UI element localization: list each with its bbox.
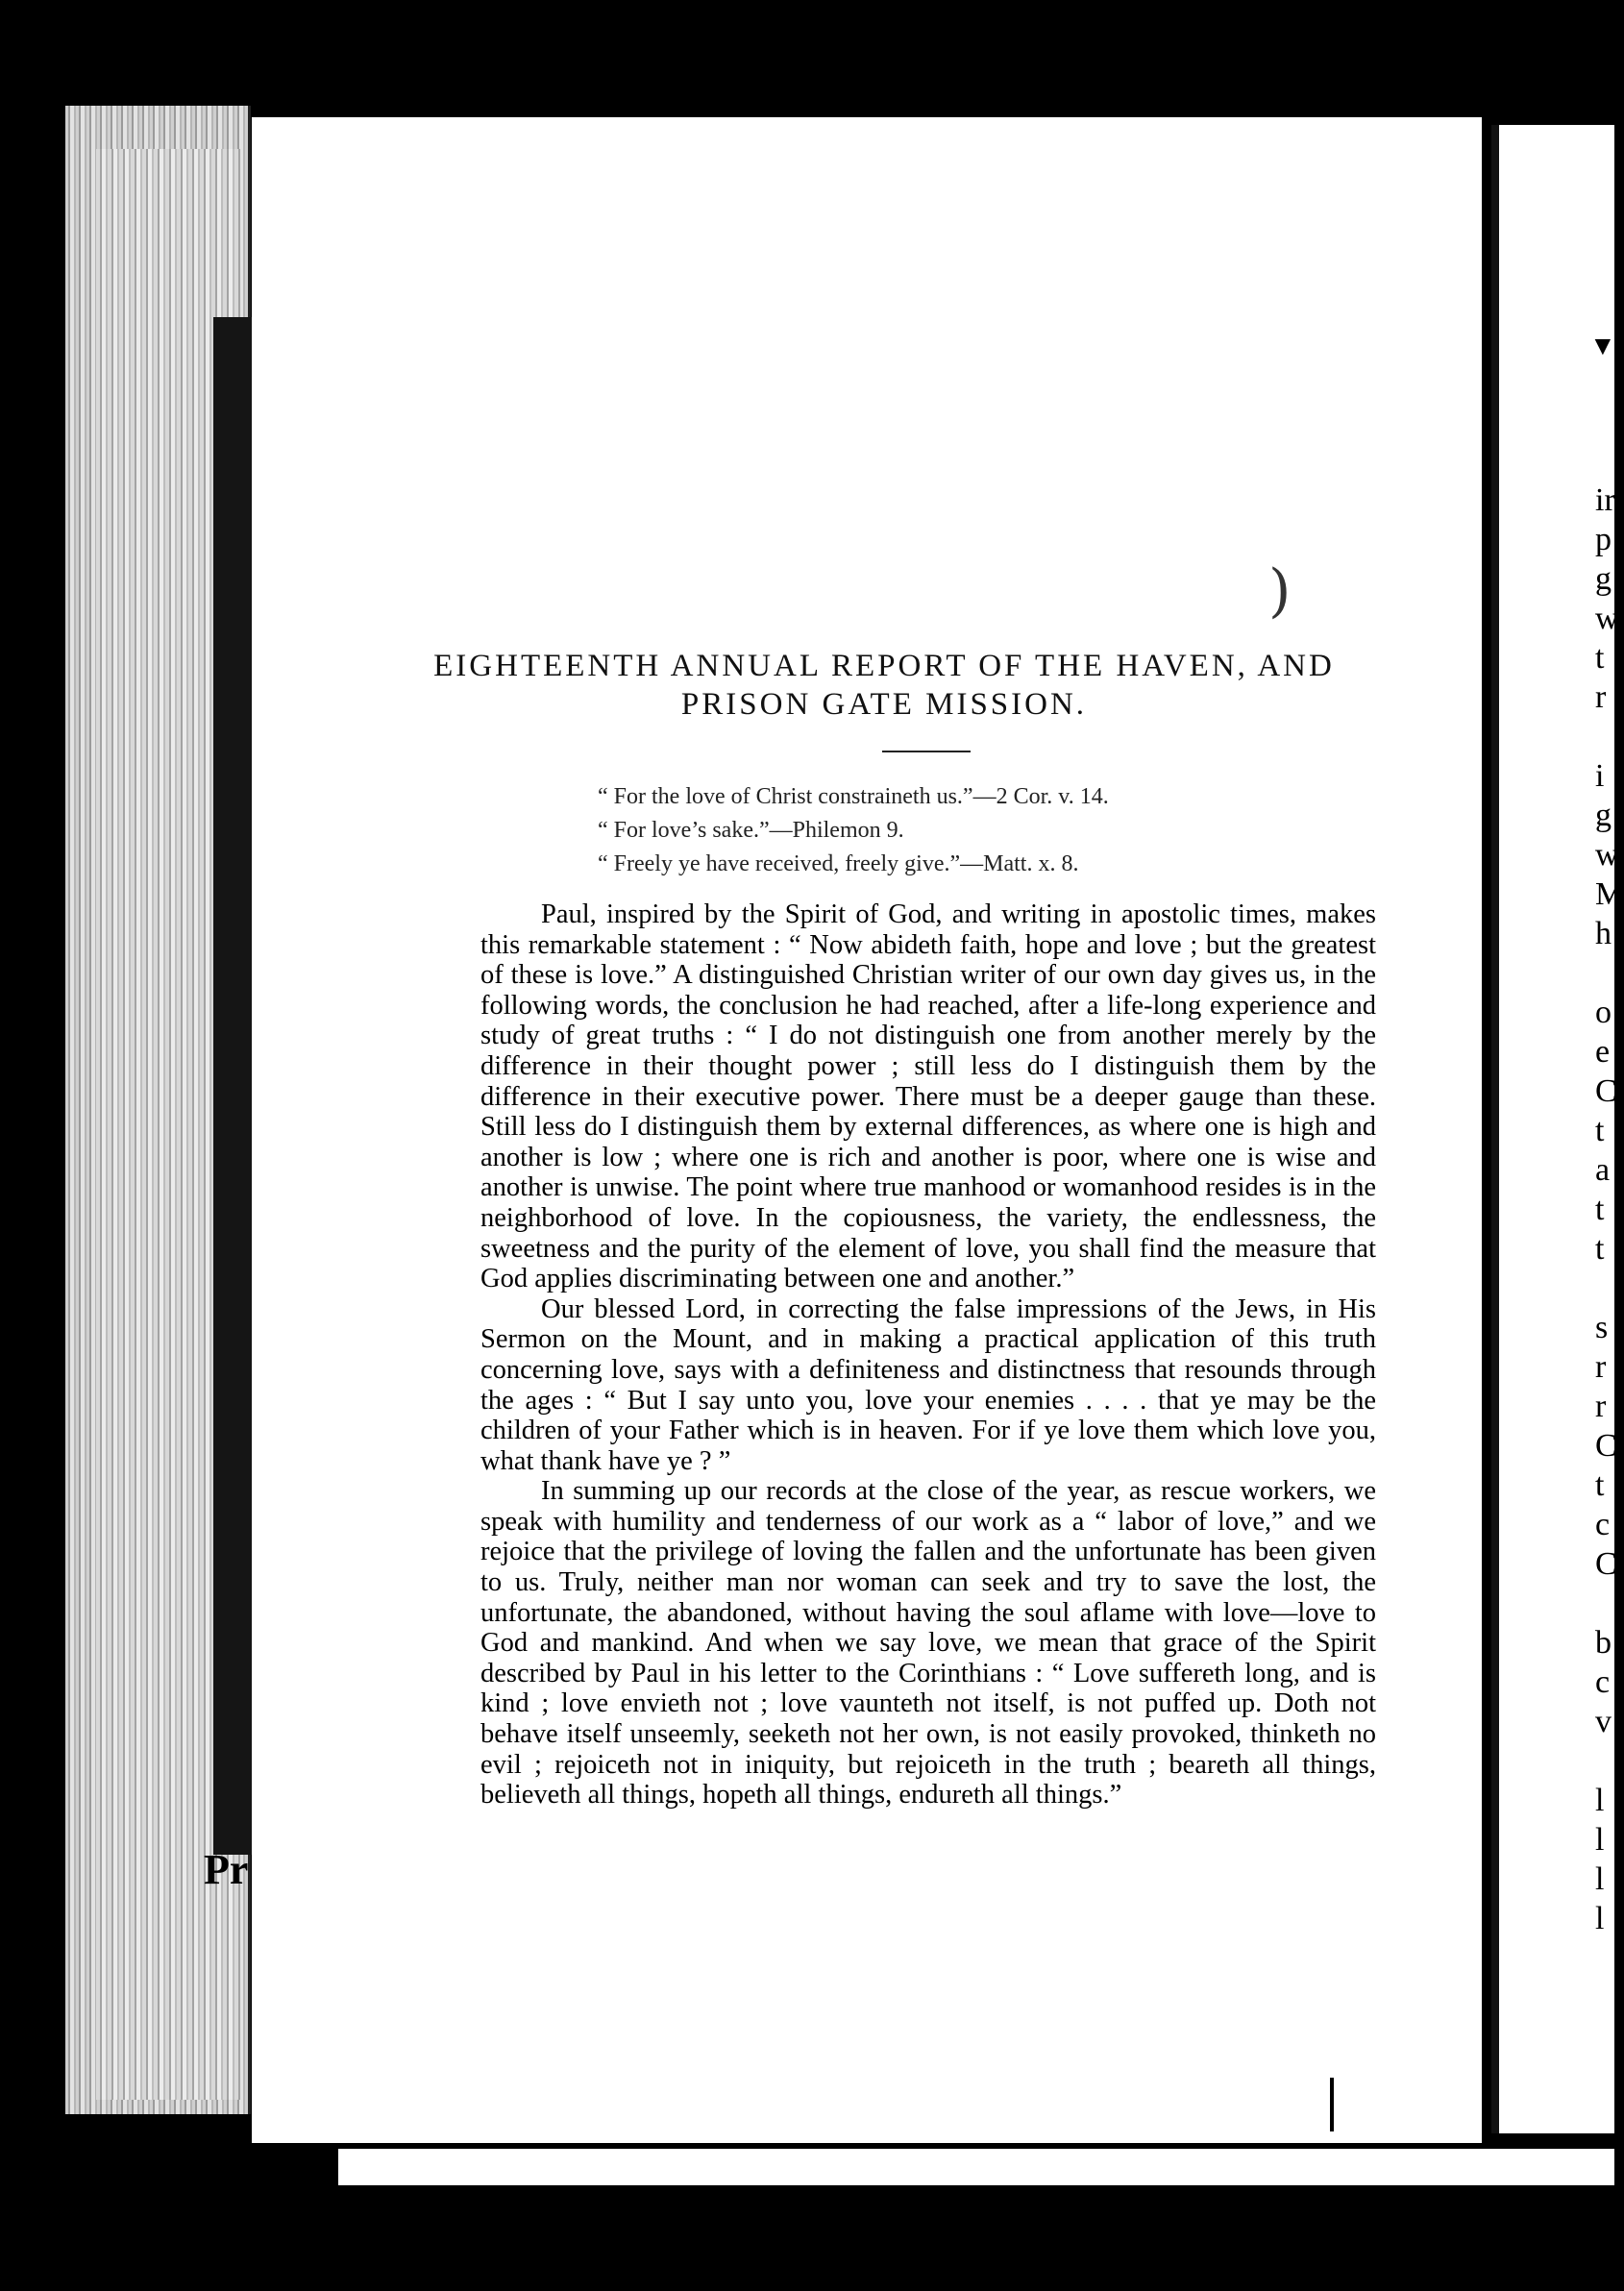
epigraph-line: “ For the love of Christ constraineth us.”—2 Cor. v. 14. <box>598 784 1109 809</box>
page-bottom-edge <box>338 2149 1614 2185</box>
body-paragraph: Paul, inspired by the Spirit of God, and writing in apostolic times, makes this remarkable statement : “ Now abideth faith, hope and love ; but the greatest of these is love.” A distinguished Christian writer of our own day gives us, in the following words, the conclusion he had reached, after a life-long experience and study of great truths : “ I do not distinguish one from another merely by the difference in their thought power ; still less do I distinguish them by the difference in their executive power. There must be a deeper gauge than these. Still less do I distinguish them by external differences, as where one is high and another is low ; where one is rich and another is poor, where one is wise and another is unwise. The point where true manhood or womanhood resides is in the neighborhood of love. In the copiousness, the variety, the endlessness, the sweetness and the purity of the element of love, you shall find the measure that God applies discriminating between one and another.” <box>480 899 1376 1294</box>
spine-shadow <box>213 317 252 1855</box>
epigraph-line: “ For love’s sake.”—Philemon 9. <box>598 818 904 843</box>
down-triangle-mark: ▼ <box>1589 332 1616 361</box>
page-gutter <box>1491 125 1499 2133</box>
cover-lettering: Pr <box>204 1846 249 1893</box>
body-paragraph: Our blessed Lord, in correcting the false impressions of the Jews, in His Sermon on the Mount, and in making a practical application of this truth concerning love, says with a definiteness and distinctness that resounds through the ages : “ But I say unto you, love your enemies . . . . that ye may be the children of your Father which is in heaven. For if ye love them which love you, what thank have ye ? ” <box>480 1293 1376 1476</box>
title-divider <box>882 751 971 752</box>
epigraph-line: “ Freely ye have received, freely give.”—Matt. x. 8. <box>598 851 1079 876</box>
epigraph-block <box>598 780 1328 881</box>
facing-page <box>1491 125 1624 2133</box>
margin-bracket-mark: ) <box>1268 557 1292 625</box>
facing-page-text-edge: ir p g w t r i g w M h o e C t a t t s r r C t c C b c v l l l l <box>1595 482 1624 1936</box>
report-title <box>288 647 1480 724</box>
margin-tick-mark <box>1330 2078 1334 2131</box>
report-title-line-1: EIGHTEENTH ANNUAL REPORT OF THE HAVEN, AND <box>433 649 1335 683</box>
body-paragraph: In summing up our records at the close of the year, as rescue workers, we speak with humility and tenderness of our work as a “ labor of love,” and we rejoice that the privilege of loving the fallen and the unfortunate has been given to us. Truly, neither man nor woman can seek and try to save the lost, the unfortunate, the abandoned, without having the soul aflame with love—love to God and mankind. And when we say love, we mean that grace of the Spirit described by Paul in his letter to the Corinthians : “ Love suffereth long, and is kind ; love envieth not ; love vaunteth not itself, is not puffed up. Doth not behave itself unseemly, seeketh not her own, is not easily provoked, thinketh no evil ; rejoiceth not in iniquity, but rejoiceth in the truth ; beareth all things, believeth all things, hopeth all things, endureth all things.” <box>480 1476 1376 1811</box>
report-title-line-2: PRISON GATE MISSION. <box>680 687 1088 722</box>
report-body <box>480 899 1376 1811</box>
